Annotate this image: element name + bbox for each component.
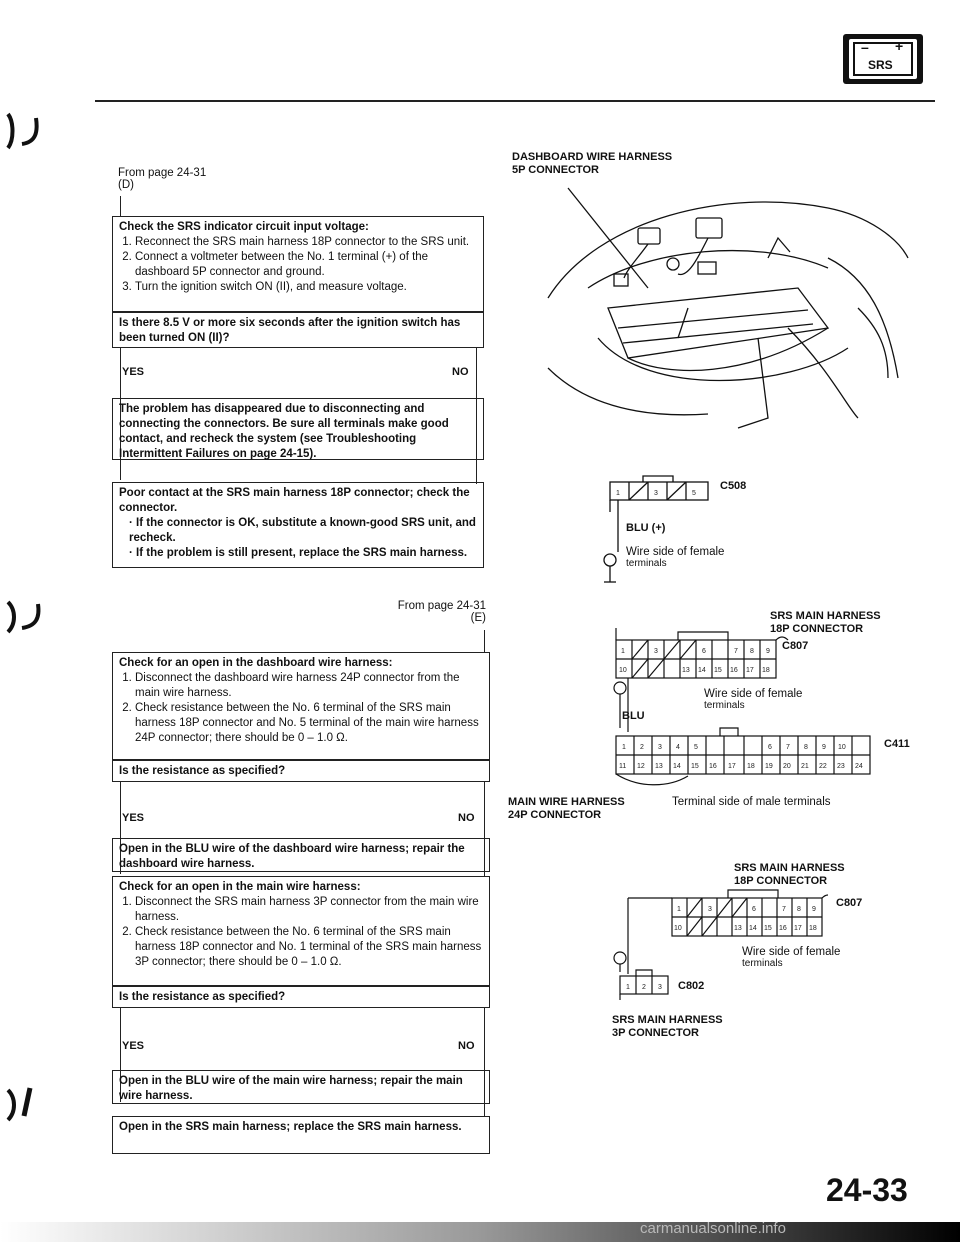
srs18-title-2: SRS MAIN HARNESS 18P CONNECTOR bbox=[734, 862, 845, 887]
p24-6: 6 bbox=[768, 744, 772, 751]
p18b-1: 1 bbox=[677, 906, 681, 913]
srs-badge bbox=[843, 34, 923, 84]
wire-side-label-1: Wire side of female terminals bbox=[626, 546, 725, 569]
binder-mark-3 bbox=[0, 1086, 60, 1126]
c807-label-2: C807 bbox=[836, 897, 863, 909]
footer-bar bbox=[0, 1222, 960, 1242]
no-label-2: NO bbox=[458, 812, 475, 824]
blu-label: BLU bbox=[622, 710, 645, 722]
c508-pin-1: 1 bbox=[616, 490, 620, 497]
p24-9: 9 bbox=[822, 744, 826, 751]
p24-16: 16 bbox=[709, 763, 717, 770]
binder-mark-1 bbox=[0, 112, 60, 152]
c802-label: C802 bbox=[678, 980, 705, 992]
p24-22: 22 bbox=[819, 763, 827, 770]
question-resistance-1: Is the resistance as specified? bbox=[112, 760, 490, 782]
check-main-harness-box: Check for an open in the main wire harness: 1. Disconnect the SRS main harness 3P connector from the main wire harness. 2. Check resistance between the No. 6 terminal of the SRS main harness 18P connector and No. 1 terminal of the SRS main harness 3P connector; there should be 0 – 1.0 Ω. bbox=[112, 876, 490, 986]
yes-label-2: YES bbox=[122, 812, 145, 824]
p24-14: 14 bbox=[673, 763, 681, 770]
p18b-18: 18 bbox=[809, 925, 817, 932]
p18b-16: 16 bbox=[779, 925, 787, 932]
from-page-e: From page 24-31 (E) bbox=[397, 600, 486, 624]
p24-20: 20 bbox=[783, 763, 791, 770]
p18b-14: 14 bbox=[749, 925, 757, 932]
check-dashboard-harness-box: Check for an open in the dashboard wire harness: 1. Disconnect the dashboard wire harness 24P connector from the main wire harness. 2. Check resistance between the No. 6 terminal of the SRS main harness 18P connector and No. 5 terminal of the main wire harness 24P connector; there should be 0 – 1.0 Ω. bbox=[112, 652, 490, 760]
no-label-1: NO bbox=[452, 366, 469, 378]
no-label-3: NO bbox=[458, 1040, 475, 1052]
dashboard-illustration bbox=[528, 178, 928, 438]
from-page-d: From page 24-31 (D) bbox=[118, 167, 207, 191]
question-voltage: Is there 8.5 V or more six seconds after the ignition switch has been turned ON (II)? bbox=[112, 312, 484, 348]
p18-18: 18 bbox=[762, 667, 770, 674]
p18-14: 14 bbox=[698, 667, 706, 674]
p24-15: 15 bbox=[691, 763, 699, 770]
binder-mark-2 bbox=[0, 598, 60, 638]
p18-17: 17 bbox=[746, 667, 754, 674]
check-indicator-voltage-box: Check the SRS indicator circuit input voltage: 1. Reconnect the SRS main harness 18P connector to the SRS unit. 2. Connect a voltmeter between the No. 1 terminal (+) of the dashboard 5P connector and ground. 3. Turn the ignition switch ON (II), and measure voltage. bbox=[112, 216, 484, 312]
p24-1: 1 bbox=[622, 744, 626, 751]
srs18-title-1: SRS MAIN HARNESS 18P CONNECTOR bbox=[770, 610, 881, 635]
main-wire-24p-title: MAIN WIRE HARNESS 24P CONNECTOR bbox=[508, 796, 625, 821]
p24-18: 18 bbox=[747, 763, 755, 770]
problem-disappeared-box: The problem has disappeared due to disconnecting and connecting the connectors. Be sure all terminals make good contact, and recheck the system (see Troubleshooting Intermittent Failures on page 24-15). bbox=[112, 398, 484, 460]
badge-minus: – bbox=[861, 39, 869, 55]
p3-3: 3 bbox=[658, 984, 662, 991]
p3-2: 2 bbox=[642, 984, 646, 991]
p24-24: 24 bbox=[855, 763, 863, 770]
srs3p-title: SRS MAIN HARNESS 3P CONNECTOR bbox=[612, 1014, 723, 1039]
wire-side-label-3: Wire side of female terminals bbox=[742, 946, 841, 969]
p18b-6: 6 bbox=[752, 906, 756, 913]
blu-plus-label: BLU (+) bbox=[626, 522, 666, 534]
p24-17: 17 bbox=[728, 763, 736, 770]
p24-21: 21 bbox=[801, 763, 809, 770]
p18b-15: 15 bbox=[764, 925, 772, 932]
c411-label: C411 bbox=[884, 738, 910, 750]
p18b-8: 8 bbox=[797, 906, 801, 913]
open-blu-main-box: Open in the BLU wire of the main wire harness; repair the main wire harness. bbox=[112, 1070, 490, 1104]
c807-label-1: C807 bbox=[782, 640, 809, 652]
p18b-17: 17 bbox=[794, 925, 802, 932]
p24-10: 10 bbox=[838, 744, 846, 751]
p24-5: 5 bbox=[694, 744, 698, 751]
open-srs-harness-box: Open in the SRS main harness; replace the SRS main harness. bbox=[112, 1116, 490, 1154]
poor-contact-box: Poor contact at the SRS main harness 18P connector; check the connector. · If the connector is OK, substitute a known-good SRS unit, and recheck. · If the problem is still present, replace the SRS main harness. bbox=[112, 482, 484, 568]
p18b-10: 10 bbox=[674, 925, 682, 932]
c508-pin-5: 5 bbox=[692, 490, 696, 497]
p18-3: 3 bbox=[654, 648, 658, 655]
p24-4: 4 bbox=[676, 744, 680, 751]
page-number: 24-33 bbox=[826, 1172, 908, 1208]
p18-7: 7 bbox=[734, 648, 738, 655]
c508-pin-3: 3 bbox=[654, 490, 658, 497]
p24-8: 8 bbox=[804, 744, 808, 751]
p24-19: 19 bbox=[765, 763, 773, 770]
p18b-7: 7 bbox=[782, 906, 786, 913]
p24-11: 11 bbox=[619, 763, 627, 770]
p18-1: 1 bbox=[621, 648, 625, 655]
c807-c411-diagram bbox=[608, 628, 928, 798]
p18-13: 13 bbox=[682, 667, 690, 674]
p24-3: 3 bbox=[658, 744, 662, 751]
p24-13: 13 bbox=[655, 763, 663, 770]
p18b-9: 9 bbox=[812, 906, 816, 913]
wire-side-label-2: Wire side of female terminals bbox=[704, 688, 803, 711]
p24-23: 23 bbox=[837, 763, 845, 770]
p18-9: 9 bbox=[766, 648, 770, 655]
p18-6: 6 bbox=[702, 648, 706, 655]
p18b-13: 13 bbox=[734, 925, 742, 932]
header-rule bbox=[95, 100, 935, 102]
terminal-side-male: Terminal side of male terminals bbox=[672, 796, 831, 808]
yes-label-1: YES bbox=[122, 366, 145, 378]
p24-2: 2 bbox=[640, 744, 644, 751]
question-resistance-2: Is the resistance as specified? bbox=[112, 986, 490, 1008]
yes-label-3: YES bbox=[122, 1040, 145, 1052]
p24-12: 12 bbox=[637, 763, 645, 770]
p24-7: 7 bbox=[786, 744, 790, 751]
p18b-3: 3 bbox=[708, 906, 712, 913]
open-blu-dashboard-box: Open in the BLU wire of the dashboard wire harness; repair the dashboard wire harness. bbox=[112, 838, 490, 872]
p3-1: 1 bbox=[626, 984, 630, 991]
dashboard-5p-title: DASHBOARD WIRE HARNESS 5P CONNECTOR bbox=[512, 151, 673, 176]
watermark-text: carmanualsonline.info bbox=[640, 1220, 786, 1237]
badge-label: SRS bbox=[868, 58, 893, 72]
p18-15: 15 bbox=[714, 667, 722, 674]
p18-16: 16 bbox=[730, 667, 738, 674]
p18-10: 10 bbox=[619, 667, 627, 674]
badge-plus: + bbox=[895, 38, 904, 54]
c508-label: C508 bbox=[720, 480, 747, 492]
p18-8: 8 bbox=[750, 648, 754, 655]
